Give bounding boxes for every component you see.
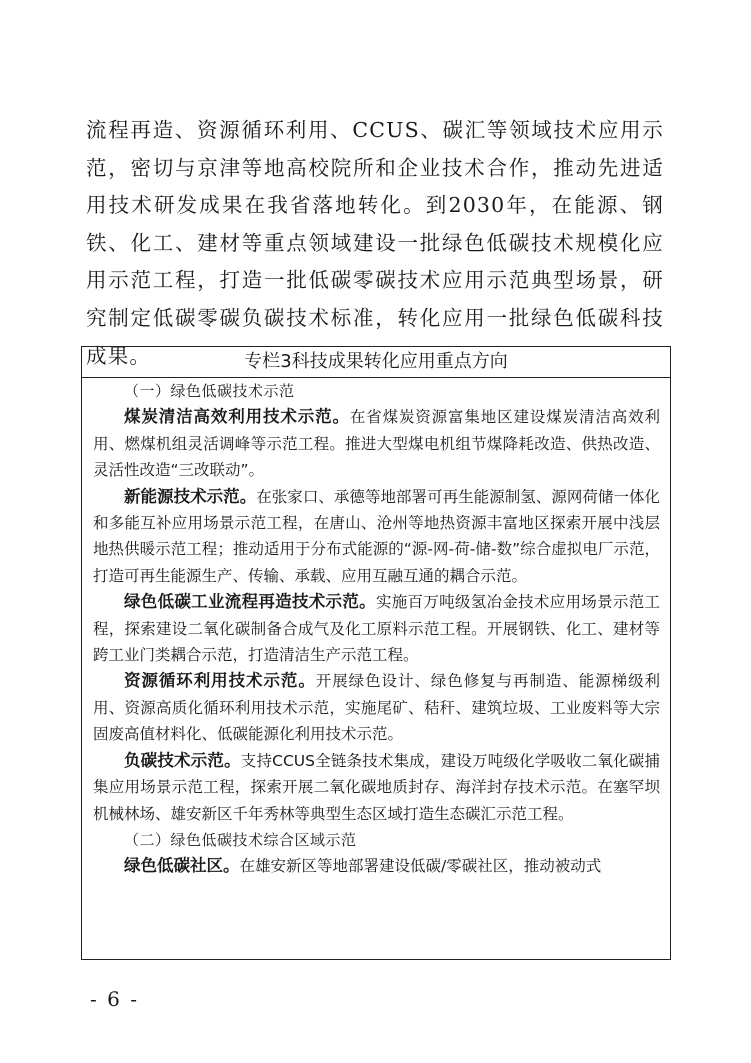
intro-paragraph: 流程再造、资源循环利用、CCUS、碳汇等领域技术应用示范，密切与京津等地高校院所和企业技术合作，推动先进适用技术研发成果在我省落地转化。到2030年，在能源、钢铁、化工、建材等重点领域建设一批绿色低碳技术规模化应用示范工程，打造一批低碳零碳技术应用示范典型场景，研究制定低碳零碳负碳技术标准，转化应用一批绿色低碳科技成果。	[86, 118, 664, 368]
item-heading: 新能源技术示范。	[124, 486, 257, 506]
section-heading-1: （一）绿色低碳技术示范	[124, 382, 295, 400]
item-heading: 煤炭清洁高效利用技术示范。	[124, 407, 350, 427]
item-text: 开展绿色设计、绿色修复与再制造、能源梯级利用、资源高质化循环利用技术示范，实施尾矿、秸秆、建筑垃圾、工业废料等大宗固废高值材料化、低碳能源化利用技术示范。	[93, 672, 660, 744]
item-negative-carbon	[93, 748, 660, 827]
item-resource-recycling	[93, 668, 660, 747]
item-heading: 绿色低碳社区。	[124, 856, 240, 876]
item-text: 实施百万吨级氢冶金技术应用场景示范工程，探索建设二氧化碳制备合成气及化工原料示范工程。开展钢铁、化工、建材等跨工业门类耦合示范，打造清洁生产示范工程。	[93, 593, 660, 665]
item-low-carbon-community	[93, 853, 660, 879]
box-body	[82, 378, 670, 880]
item-text: 在张家口、承德等地部署可再生能源制氢、源网荷储一体化和多能互补应用场景示范工程，在唐山、沧州等地热资源丰富地区探索开展中浅层地热供暖示范工程；推动适用于分布式能源的“源-网-荷-储-数”综合虚拟电厂示范，打造可再生能源生产、传输、承载、应用互融互通的耦合示范。	[93, 487, 660, 585]
item-text: 在雄安新区等地部署建设低碳/零碳社区，推动被动式	[239, 857, 602, 876]
item-coal	[93, 404, 660, 483]
page-number: - 6 -	[90, 987, 139, 1011]
item-new-energy	[93, 484, 660, 590]
item-heading: 负碳技术示范。	[124, 750, 241, 770]
item-heading: 资源循环利用技术示范。	[124, 671, 316, 691]
item-text: 支持CCUS全链条技术集成，建设万吨级化学吸收二氧化碳捕集应用场景示范工程，探索开展二氧化碳地质封存、海洋封存技术示范。在塞罕坝机械林场、雄安新区千年秀林等典型生态区域打造生态碳汇示范工程。	[93, 751, 660, 823]
item-industrial-process	[93, 589, 660, 668]
section-heading-2: （二）绿色低碳技术综合区域示范	[124, 830, 357, 849]
feature-box	[81, 346, 671, 960]
box-title: 专栏3科技成果转化应用重点方向	[82, 347, 670, 378]
item-heading: 绿色低碳工业流程再造技术示范。	[124, 592, 376, 612]
item-text: 在省煤炭资源富集地区建设煤炭清洁高效利用、燃煤机组灵活调峰等示范工程。推进大型煤电机组节煤降耗改造、供热改造、灵活性改造“三改联动”。	[93, 408, 660, 480]
